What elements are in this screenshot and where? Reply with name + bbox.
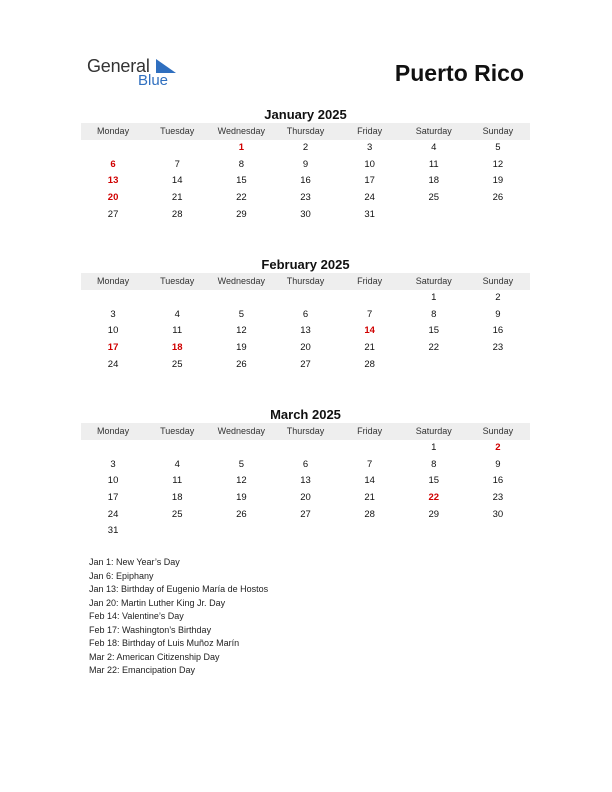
- day-cell: [466, 207, 530, 224]
- day-cell: 17: [107, 342, 119, 354]
- day-cell: 1: [238, 142, 244, 153]
- month-february: [81, 257, 530, 373]
- day-cell: 7: [366, 458, 373, 470]
- holiday-note: Mar 2: American Citizenship Day: [89, 651, 220, 662]
- day-cell: 10: [107, 475, 119, 487]
- day-cell: 27: [107, 208, 119, 220]
- day-cell: 23: [492, 342, 504, 354]
- holiday-note: Feb 18: Birthday of Luis Muñoz Marín: [89, 638, 240, 648]
- month-title: March 2025: [270, 407, 341, 422]
- holiday-note: Jan 13: Birthday of Eugenio María de Hostos: [89, 584, 269, 594]
- week-row: [81, 507, 530, 524]
- month-january: [81, 107, 530, 223]
- day-cell: [466, 523, 530, 540]
- logo-triangle-icon: [156, 59, 176, 73]
- weekday-label: Thursday: [286, 426, 325, 436]
- day-cell: 23: [300, 192, 311, 204]
- day-cell: 4: [174, 458, 180, 470]
- day-cell: 30: [492, 508, 504, 520]
- day-cell: [402, 207, 466, 224]
- day-cell: 19: [236, 492, 247, 504]
- day-cell: 26: [492, 192, 504, 204]
- month-title: February 2025: [261, 257, 350, 272]
- week-row: [81, 357, 530, 374]
- day-cell: [209, 290, 273, 307]
- weekday-header: [81, 273, 530, 290]
- week-row: [81, 340, 530, 357]
- day-cell: [81, 440, 145, 457]
- day-cell: 13: [300, 325, 311, 337]
- day-cell: 16: [492, 325, 504, 337]
- day-cell: 9: [302, 158, 309, 170]
- day-cell: 21: [364, 492, 375, 504]
- day-cell: 22: [428, 342, 440, 354]
- weekday-label: Monday: [97, 276, 130, 286]
- week-row: [81, 473, 530, 490]
- country-title: Puerto Rico: [394, 60, 524, 86]
- day-cell: 19: [236, 342, 247, 354]
- day-cell: [81, 290, 145, 307]
- weekday-label: Saturday: [415, 276, 452, 286]
- day-cell: 17: [107, 492, 119, 504]
- weekday-label: Tuesday: [160, 426, 195, 436]
- day-cell: 11: [172, 475, 183, 487]
- day-cell: 8: [431, 308, 437, 320]
- day-cell: 31: [107, 525, 119, 537]
- day-cell: 10: [364, 158, 375, 170]
- day-cell: 20: [107, 192, 119, 204]
- weekday-label: Friday: [357, 126, 383, 136]
- weekday-label: Monday: [97, 426, 130, 436]
- weekday-label: Saturday: [415, 126, 452, 136]
- day-cell: 5: [495, 142, 501, 153]
- day-cell: 7: [174, 158, 180, 170]
- day-cell: 6: [302, 308, 309, 320]
- day-cell: 9: [495, 308, 501, 320]
- day-cell: 11: [172, 325, 183, 337]
- weekday-label: Tuesday: [160, 126, 195, 136]
- day-cell: 8: [431, 458, 437, 470]
- day-cell: [273, 440, 337, 457]
- week-row: [81, 440, 530, 457]
- day-cell: [145, 523, 209, 540]
- weekday-header: [81, 423, 530, 440]
- day-cell: 12: [236, 325, 247, 337]
- holiday-note: Jan 20: Martin Luther King Jr. Day: [89, 597, 226, 608]
- weekday-label: Saturday: [415, 426, 452, 436]
- day-cell: [338, 523, 402, 540]
- day-cell: 19: [492, 175, 504, 187]
- day-cell: 25: [171, 358, 183, 370]
- weekday-label: Sunday: [482, 126, 514, 136]
- day-cell: 4: [174, 308, 180, 320]
- day-cell: 5: [238, 308, 244, 320]
- month-title: January 2025: [264, 107, 347, 122]
- day-cell: [466, 357, 530, 374]
- day-cell: 29: [428, 508, 440, 520]
- logo-general-text: General: [87, 56, 150, 76]
- day-cell: 15: [428, 475, 440, 487]
- day-cell: 24: [364, 192, 375, 204]
- weekday-label: Wednesday: [217, 126, 266, 136]
- day-cell: 12: [492, 158, 504, 170]
- day-cell: 28: [364, 358, 375, 370]
- day-cell: 8: [238, 158, 244, 170]
- day-cell: 16: [492, 475, 504, 487]
- day-cell: 2: [495, 442, 501, 453]
- day-cell: [145, 140, 209, 157]
- logo-blue-text: Blue: [138, 72, 169, 89]
- day-cell: 21: [171, 192, 183, 204]
- week-row: [81, 140, 530, 157]
- week-row: [81, 290, 530, 307]
- day-cell: [338, 290, 402, 307]
- day-cell: 27: [300, 358, 311, 370]
- day-cell: 21: [364, 342, 375, 354]
- day-cell: 3: [110, 308, 116, 320]
- week-grid: [81, 440, 530, 540]
- weekday-label: Thursday: [286, 126, 325, 136]
- day-cell: 1: [431, 442, 437, 453]
- week-row: [81, 207, 530, 224]
- day-cell: [273, 290, 337, 307]
- day-cell: 14: [171, 175, 183, 187]
- weekday-label: Wednesday: [217, 426, 266, 436]
- day-cell: 5: [238, 458, 244, 470]
- day-cell: 3: [110, 458, 116, 470]
- holiday-note: Feb 17: Washington’s Birthday: [89, 624, 212, 635]
- weekday-label: Monday: [97, 126, 130, 136]
- week-row: [81, 173, 530, 190]
- day-cell: 15: [428, 325, 440, 337]
- day-cell: 7: [366, 308, 373, 320]
- day-cell: [273, 523, 337, 540]
- week-grid: [81, 140, 530, 223]
- day-cell: 15: [236, 175, 247, 187]
- day-cell: 2: [302, 142, 309, 153]
- day-cell: 14: [364, 475, 375, 487]
- day-cell: 22: [428, 492, 440, 504]
- day-cell: [81, 140, 145, 157]
- holiday-note: Mar 22: Emancipation Day: [89, 665, 196, 675]
- day-cell: 27: [300, 508, 311, 520]
- day-cell: 1: [431, 292, 437, 303]
- day-cell: 6: [302, 458, 309, 470]
- week-row: [81, 457, 530, 474]
- day-cell: 24: [107, 508, 119, 520]
- day-cell: 13: [107, 175, 119, 187]
- day-cell: 25: [428, 192, 440, 204]
- day-cell: 14: [364, 325, 375, 337]
- day-cell: 17: [364, 175, 375, 187]
- day-cell: 18: [428, 175, 440, 187]
- day-cell: 28: [364, 508, 375, 520]
- week-row: [81, 307, 530, 324]
- day-cell: 3: [366, 142, 373, 153]
- day-cell: 26: [236, 358, 247, 370]
- day-cell: [145, 440, 209, 457]
- day-cell: 24: [107, 358, 119, 370]
- day-cell: 29: [236, 208, 247, 220]
- week-row: [81, 157, 530, 174]
- day-cell: 20: [300, 492, 311, 504]
- holiday-note: Jan 1: New Year’s Day: [89, 557, 180, 567]
- day-cell: 22: [236, 192, 247, 204]
- day-cell: 31: [364, 208, 375, 220]
- day-cell: 18: [171, 492, 183, 504]
- day-cell: 30: [300, 208, 311, 220]
- day-cell: 12: [236, 475, 247, 487]
- day-cell: 2: [495, 292, 501, 303]
- weekday-label: Thursday: [286, 276, 325, 286]
- week-row: [81, 523, 530, 540]
- day-cell: [338, 440, 402, 457]
- weekday-header: [81, 123, 530, 140]
- day-cell: 20: [300, 342, 311, 354]
- day-cell: 16: [300, 175, 311, 187]
- day-cell: 9: [495, 458, 501, 470]
- day-cell: 13: [300, 475, 311, 487]
- day-cell: [209, 440, 273, 457]
- week-grid: [81, 290, 530, 373]
- day-cell: 4: [431, 142, 437, 153]
- day-cell: 18: [171, 342, 183, 354]
- day-cell: [209, 523, 273, 540]
- day-cell: 11: [428, 158, 439, 170]
- day-cell: [402, 357, 466, 374]
- week-row: [81, 490, 530, 507]
- holiday-note: Feb 14: Valentine’s Day: [89, 611, 184, 621]
- holiday-note: Jan 6: Epiphany: [89, 570, 154, 581]
- weekday-label: Sunday: [482, 426, 514, 436]
- day-cell: 26: [236, 508, 247, 520]
- day-cell: 6: [110, 158, 116, 170]
- day-cell: 25: [171, 508, 183, 520]
- weekday-label: Sunday: [482, 276, 514, 286]
- weekday-label: Wednesday: [217, 276, 266, 286]
- generalblue-logo: [87, 56, 187, 92]
- week-row: [81, 323, 530, 340]
- day-cell: [145, 290, 209, 307]
- month-march: [81, 407, 530, 540]
- week-row: [81, 190, 530, 207]
- holiday-notes: [89, 556, 268, 678]
- weekday-label: Friday: [357, 276, 383, 286]
- day-cell: [402, 523, 466, 540]
- weekday-label: Friday: [357, 426, 383, 436]
- day-cell: 28: [171, 208, 183, 220]
- day-cell: 23: [492, 492, 504, 504]
- day-cell: 10: [107, 325, 119, 337]
- weekday-label: Tuesday: [160, 276, 195, 286]
